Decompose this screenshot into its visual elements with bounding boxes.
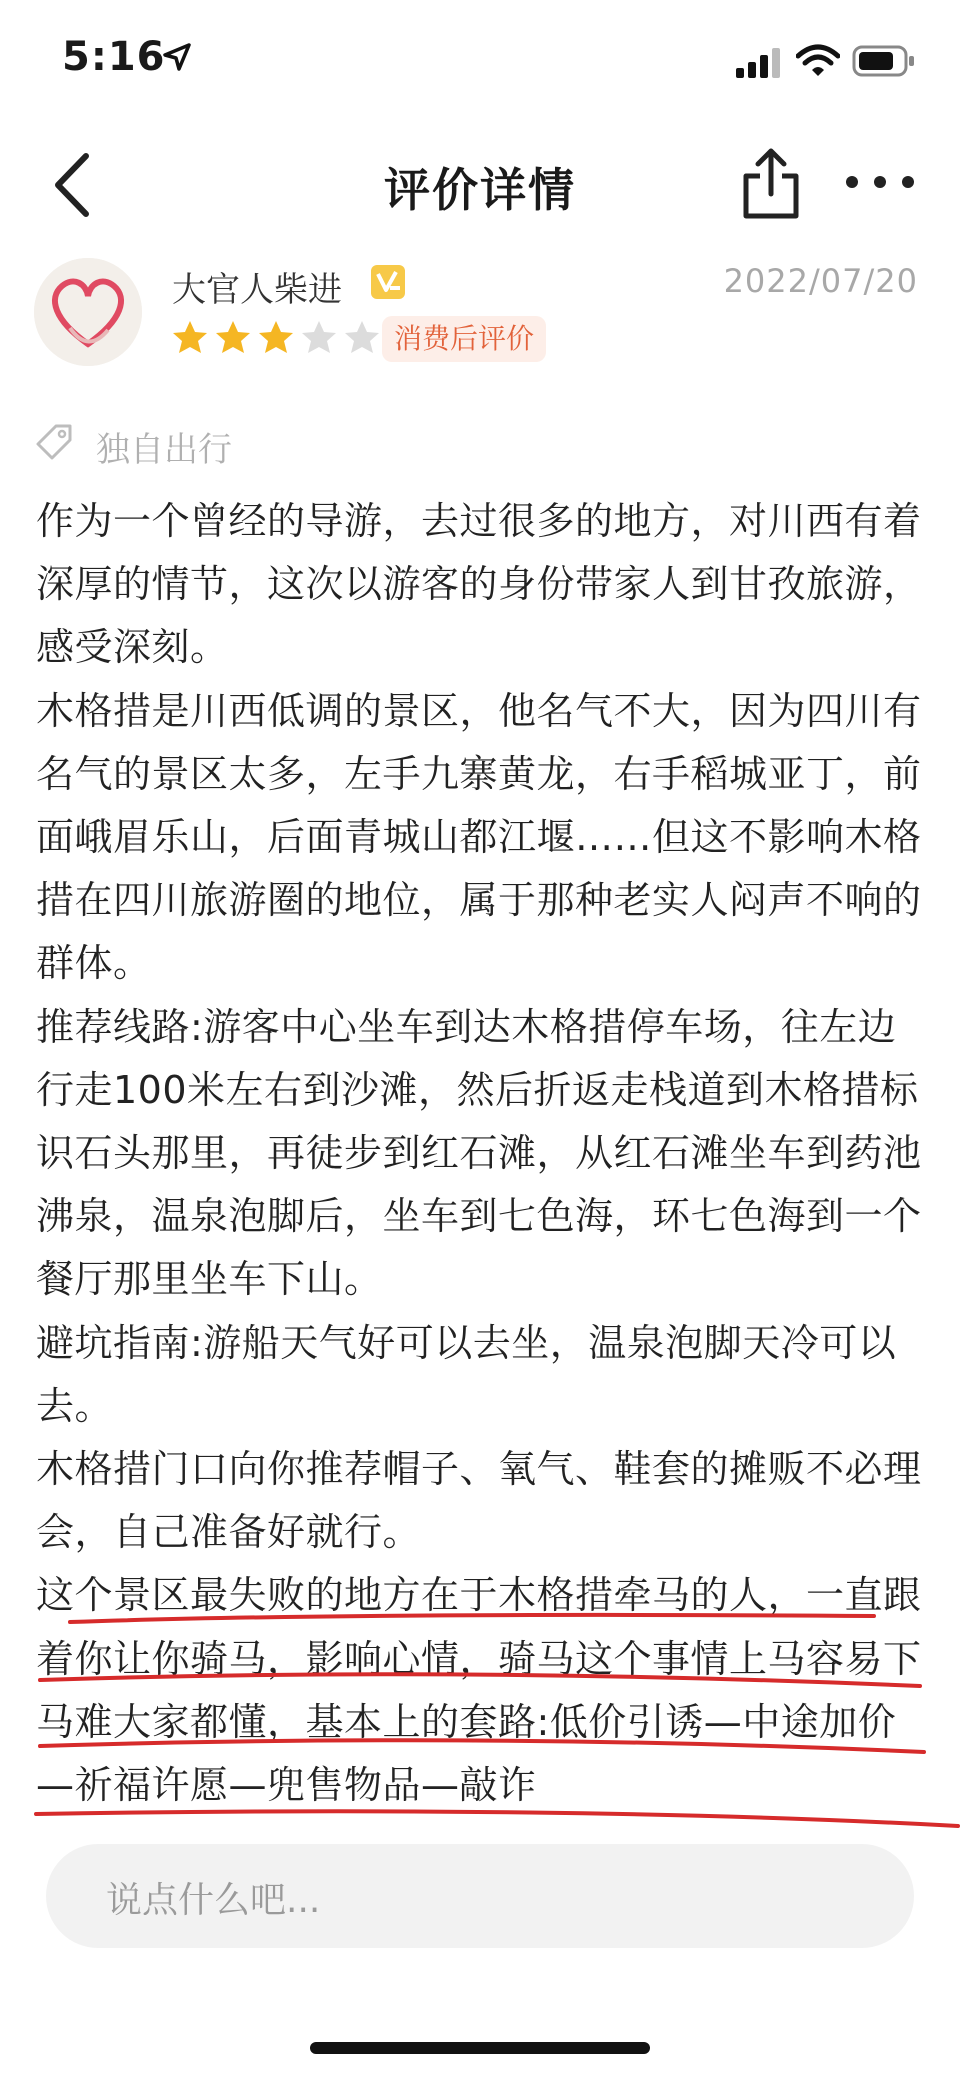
review-paragraph: 作为一个曾经的导游，去过很多的地方，对川西有着深厚的情节，这次以游客的身份带家人到甘孜旅游，感受深刻。 bbox=[36, 499, 922, 670]
page-title: 评价详情 bbox=[384, 163, 576, 217]
post-consumption-review-badge: 消费后评价 bbox=[382, 316, 546, 362]
star-empty-icon bbox=[342, 318, 382, 358]
heart-avatar-image bbox=[34, 258, 142, 366]
review-text bbox=[36, 490, 930, 1817]
review-date: 2022/07/20 bbox=[723, 262, 918, 300]
star-rating bbox=[170, 318, 382, 362]
verified-v-badge-icon bbox=[370, 264, 406, 300]
battery-icon bbox=[852, 44, 916, 78]
star-filled-icon bbox=[256, 318, 296, 358]
review-paragraph: 木格措是川西低调的景区，他名气不大，因为四川有名气的景区太多，左手九寨黄龙，右手稻城亚丁，前面峨眉乐山，后面青城山都江堰……但这不影响木格措在四川旅游圈的地位，属于那种老实人闷声不响的群体。 bbox=[36, 688, 922, 986]
star-filled-icon bbox=[213, 318, 253, 358]
tag-label: 独自出行 bbox=[96, 430, 232, 470]
share-button[interactable] bbox=[738, 146, 804, 222]
star-empty-icon bbox=[299, 318, 339, 358]
comment-placeholder: 说点什么吧... bbox=[106, 1880, 321, 1921]
status-bar bbox=[0, 0, 960, 120]
wifi-icon bbox=[796, 44, 840, 78]
location-arrow-icon bbox=[162, 42, 192, 72]
status-time: 5:16 bbox=[62, 34, 166, 80]
comment-input[interactable] bbox=[46, 1844, 914, 1948]
star-filled-icon bbox=[170, 318, 210, 358]
tag-icon bbox=[34, 422, 74, 462]
navigation-bar bbox=[0, 120, 960, 250]
review-paragraph: 推荐线路:游客中心坐车到达木格措停车场，往左边行走100米左右到沙滩，然后折返走栈道到木格措标识石头那里，再徒步到红石滩，从红石滩坐车到药池沸泉，温泉泡脚后，坐车到七色海，环七色海到一个餐厅那里坐车下山。 bbox=[36, 1004, 922, 1302]
more-options-button[interactable] bbox=[840, 160, 920, 204]
review-header bbox=[0, 250, 960, 400]
avatar[interactable] bbox=[34, 258, 142, 366]
username[interactable]: 大官人柴进 bbox=[172, 270, 342, 310]
review-paragraph: 避坑指南:游船天气好可以去坐，温泉泡脚天冷可以去。 bbox=[36, 1320, 897, 1428]
review-paragraph: 木格措门口向你推荐帽子、氧气、鞋套的摊贩不必理会，自己准备好就行。 bbox=[36, 1447, 922, 1555]
home-indicator[interactable] bbox=[310, 2042, 650, 2054]
cellular-signal-icon bbox=[736, 46, 782, 78]
review-paragraph-highlighted: 这个景区最失败的地方在于木格措牵马的人，一直跟着你让你骑马，影响心情，骑马这个事情上马容易下马难大家都懂，基本上的套路:低价引诱—中途加价—祈福许愿—兜售物品—敲诈 bbox=[36, 1573, 922, 1808]
